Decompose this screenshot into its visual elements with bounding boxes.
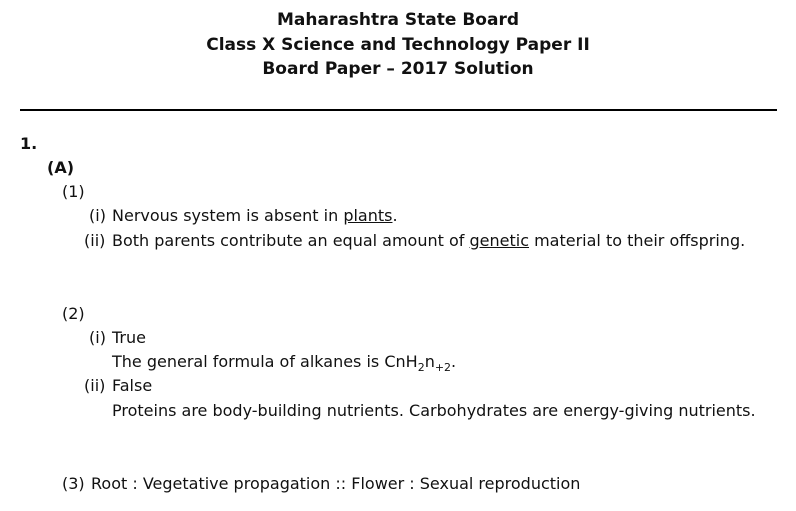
section-a-label: (A) <box>47 158 75 177</box>
item-1-i-post: . <box>392 206 398 225</box>
item-1-ii-pre: Both parents contribute an equal amount of <box>112 231 470 250</box>
formula-post: . <box>451 352 457 371</box>
item-1-ii-post: material to their offspring. <box>529 231 746 250</box>
item-2-ii-number: (ii) <box>84 376 106 395</box>
question-number: 1. <box>20 134 38 153</box>
item-1-i-text <box>112 204 398 228</box>
item-1-ii-number: (ii) <box>84 231 106 250</box>
item-2-ii-verdict: False <box>112 376 153 395</box>
formula-sub-2: 2 <box>417 361 425 375</box>
board-title: Maharashtra State Board <box>276 10 520 30</box>
solution-title: Board Paper – 2017 Solution <box>262 59 534 79</box>
item-1-i-pre: Nervous system is absent in <box>112 206 344 225</box>
subquestion-2-label: (2) <box>62 304 85 323</box>
item-1-i-number: (i) <box>89 206 106 225</box>
answer-genetic: genetic <box>469 231 529 250</box>
formula-pre: The general formula of alkanes is CnH <box>112 352 418 371</box>
formula-sub-plus2: +2 <box>434 361 452 375</box>
subquestion-3-label: (3) <box>62 474 85 493</box>
item-2-i-verdict: True <box>112 328 146 347</box>
header-divider <box>20 109 777 111</box>
subquestion-3-text: Root : Vegetative propagation :: Flower : Sexual reproduction <box>91 474 581 493</box>
paper-title: Class X Science and Technology Paper II <box>206 35 590 55</box>
item-2-ii-explanation: Proteins are body-building nutrients. Carbohydrates are energy-giving nutrients. <box>112 401 756 420</box>
item-2-i-number: (i) <box>89 328 106 347</box>
item-2-i-explanation <box>112 350 456 380</box>
subquestion-1-label: (1) <box>62 182 85 201</box>
formula-n: n <box>424 352 435 371</box>
item-1-ii-text <box>112 228 760 253</box>
answer-plants: plants <box>343 206 393 225</box>
